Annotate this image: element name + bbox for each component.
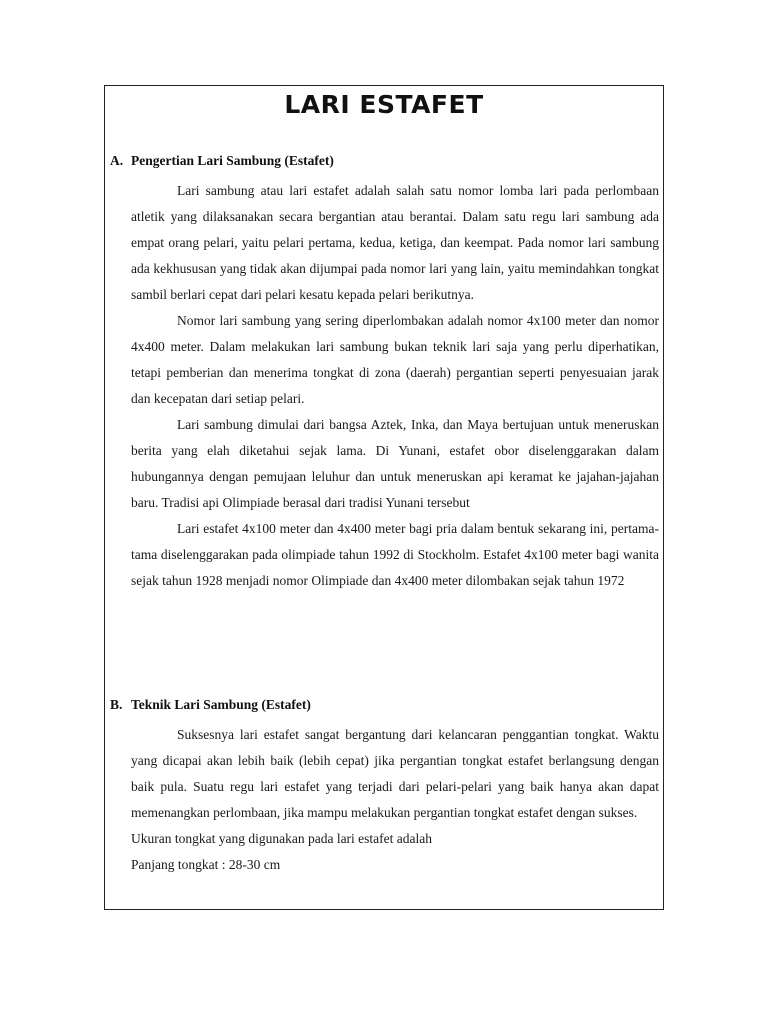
section-body — [131, 178, 659, 594]
paragraph: Lari sambung dimulai dari bangsa Aztek, Inka, dan Maya bertujuan untuk meneruskan berita yang elah diketahui sejak lama. Di Yunani, estafet obor diselenggarakan dalam hubungannya dengan pemujaan leluhur dan untuk meneruskan api keramat ke jajahan-jajahan baru. Tradisi api Olimpiade berasal dari tradisi Yunani tersebut — [131, 417, 659, 510]
section-heading — [105, 152, 663, 170]
paragraph: Nomor lari sambung yang sering diperlombakan adalah nomor 4x100 meter dan nomor 4x400 meter. Dalam melakukan lari sambung bukan teknik lari saja yang perlu diperhatikan, tetapi pemberian dan menerima tongkat di zona (daerah) pergantian seperti penyesuaian jarak dan kecepatan dari setiap pelari. — [131, 313, 659, 406]
section-letter: B. — [110, 697, 123, 712]
paragraph: Lari estafet 4x100 meter dan 4x400 meter bagi pria dalam bentuk sekarang ini, pertama-tama diselenggarakan pada olimpiade tahun 1992 di Stockholm. Estafet 4x100 meter bagi wanita sejak tahun 1928 menjadi nomor Olimpiade dan 4x400 meter dilombakan sejak tahun 1972 — [131, 521, 659, 588]
section-b — [105, 696, 663, 878]
section-title: Pengertian Lari Sambung (Estafet) — [131, 153, 334, 168]
section-heading — [105, 696, 663, 714]
document-page — [104, 85, 664, 910]
text-line: Panjang tongkat : 28-30 cm — [131, 857, 281, 872]
paragraph: Suksesnya lari estafet sangat bergantung dari kelancaran penggantian tongkat. Waktu yang dicapai akan lebih baik (lebih cepat) jika pergantian tongkat estafet berlangsung dengan baik pula. Suatu regu lari estafet yang terjadi dari pelari-pelari yang baik hanya akan dapat memenangkan perlombaan, jika mampu melakukan pergantian tongkat estafet dengan sukses. — [131, 727, 659, 820]
paragraph: Lari sambung atau lari estafet adalah salah satu nomor lomba lari pada perlombaan atletik yang dilaksanakan secara bergantian atau berantai. Dalam satu regu lari sambung ada empat orang pelari, yaitu pelari pertama, kedua, ketiga, dan keempat. Pada nomor lari sambung ada kekhususan yang tidak akan dijumpai pada nomor lari yang lain, yaitu memindahkan tongkat sambil berlari cepat dari pelari kesatu kepada pelari berikutnya. — [131, 183, 659, 302]
text-line: Ukuran tongkat yang digunakan pada lari estafet adalah — [131, 831, 433, 846]
section-letter: A. — [110, 153, 124, 168]
section-body — [131, 722, 659, 878]
section-a — [105, 152, 663, 594]
section-title: Teknik Lari Sambung (Estafet) — [131, 697, 311, 712]
document-title: LARI ESTAFET — [284, 90, 484, 119]
